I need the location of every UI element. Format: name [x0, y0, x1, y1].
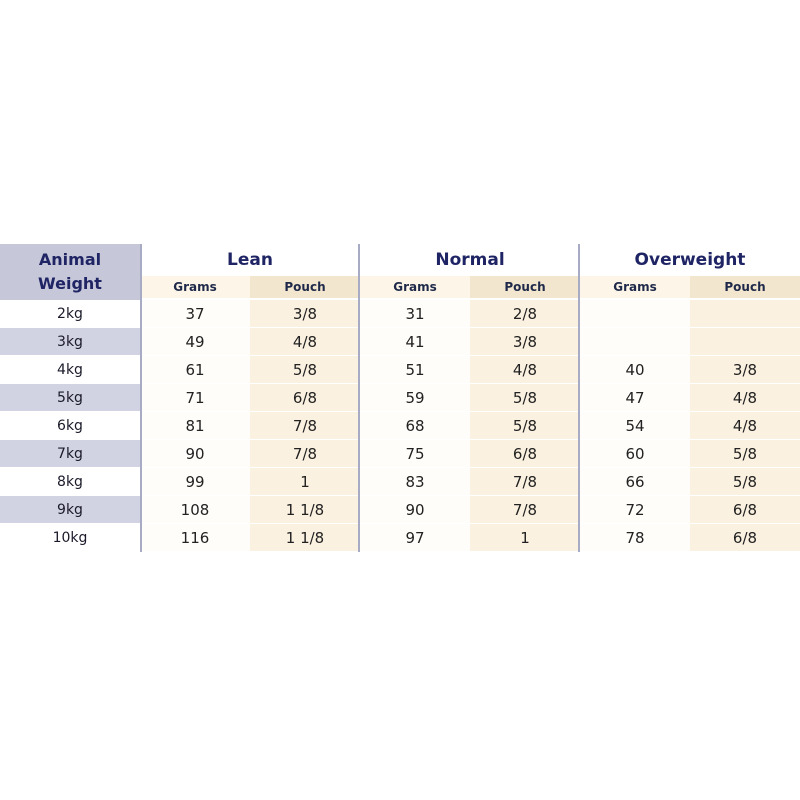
- column-divider: [578, 244, 580, 552]
- pouch-cell: 4/8: [690, 384, 800, 411]
- pouch-cell: 3/8: [470, 328, 580, 355]
- grams-cell: 59: [360, 384, 470, 411]
- weight-cell: 4kg: [57, 361, 83, 378]
- pouch-cell: 6/8: [250, 384, 360, 411]
- grams-cell: 41: [360, 328, 470, 355]
- animal-weight-header: [0, 244, 140, 300]
- pouch-cell: 5/8: [690, 468, 800, 495]
- weight-cell: 7kg: [0, 440, 140, 467]
- group-header-lean: Lean: [227, 250, 273, 270]
- pouch-cell: 7/8: [470, 468, 580, 495]
- sub-header-grams: Grams: [360, 276, 470, 298]
- weight-cell: 5kg: [0, 384, 140, 411]
- grams-cell: 108: [140, 496, 250, 523]
- sub-header-pouch: Pouch: [470, 276, 580, 298]
- column-divider: [358, 244, 360, 552]
- sub-header-grams: Grams: [140, 276, 250, 298]
- grams-cell: 83: [360, 468, 470, 495]
- pouch-cell: 4/8: [250, 328, 360, 355]
- grams-cell: 60: [580, 440, 690, 467]
- grams-cell: 78: [580, 524, 690, 551]
- grams-cell: 99: [140, 468, 250, 495]
- group-header-normal: Normal: [435, 250, 505, 270]
- weight-cell: 6kg: [57, 417, 83, 434]
- pouch-cell: [690, 328, 800, 355]
- pouch-cell: 7/8: [250, 412, 360, 439]
- weight-cell: 8kg: [57, 473, 83, 490]
- sub-header-pouch: Pouch: [690, 276, 800, 298]
- pouch-cell: 1: [250, 468, 360, 495]
- group-header-overweight: Overweight: [634, 250, 746, 270]
- animal-weight-label-line1: Animal: [38, 250, 102, 269]
- grams-cell: 47: [580, 384, 690, 411]
- pouch-cell: 3/8: [690, 356, 800, 383]
- grams-cell: 90: [360, 496, 470, 523]
- pouch-cell: 6/8: [470, 440, 580, 467]
- grams-cell: 31: [360, 300, 470, 327]
- grams-cell: 51: [360, 356, 470, 383]
- sub-header-grams: Grams: [580, 276, 690, 298]
- pouch-cell: 2/8: [470, 300, 580, 327]
- pouch-cell: 1 1/8: [250, 496, 360, 523]
- pouch-cell: 7/8: [250, 440, 360, 467]
- pouch-cell: 5/8: [470, 384, 580, 411]
- pouch-cell: 1 1/8: [250, 524, 360, 551]
- pouch-cell: 5/8: [470, 412, 580, 439]
- pouch-cell: 5/8: [250, 356, 360, 383]
- grams-cell: 116: [140, 524, 250, 551]
- pouch-cell: 5/8: [690, 440, 800, 467]
- pouch-cell: [690, 300, 800, 327]
- grams-cell: 72: [580, 496, 690, 523]
- pouch-cell: 4/8: [470, 356, 580, 383]
- sub-header-pouch: Pouch: [250, 276, 360, 298]
- grams-cell: [580, 328, 690, 355]
- grams-cell: 81: [140, 412, 250, 439]
- grams-cell: 49: [140, 328, 250, 355]
- grams-cell: 68: [360, 412, 470, 439]
- column-divider: [140, 244, 142, 552]
- grams-cell: 54: [580, 412, 690, 439]
- animal-weight-label-line2: Weight: [38, 274, 102, 293]
- weight-cell: 3kg: [0, 328, 140, 355]
- pouch-cell: 7/8: [470, 496, 580, 523]
- grams-cell: 40: [580, 356, 690, 383]
- grams-cell: 37: [140, 300, 250, 327]
- weight-cell: 10kg: [52, 529, 88, 546]
- grams-cell: 97: [360, 524, 470, 551]
- grams-cell: 71: [140, 384, 250, 411]
- grams-cell: [580, 300, 690, 327]
- pouch-cell: 1: [470, 524, 580, 551]
- grams-cell: 75: [360, 440, 470, 467]
- grams-cell: 90: [140, 440, 250, 467]
- pouch-cell: 3/8: [250, 300, 360, 327]
- pouch-cell: 6/8: [690, 496, 800, 523]
- pouch-cell: 4/8: [690, 412, 800, 439]
- grams-cell: 66: [580, 468, 690, 495]
- pouch-cell: 6/8: [690, 524, 800, 551]
- grams-cell: 61: [140, 356, 250, 383]
- weight-cell: 9kg: [0, 496, 140, 523]
- weight-cell: 2kg: [57, 305, 83, 322]
